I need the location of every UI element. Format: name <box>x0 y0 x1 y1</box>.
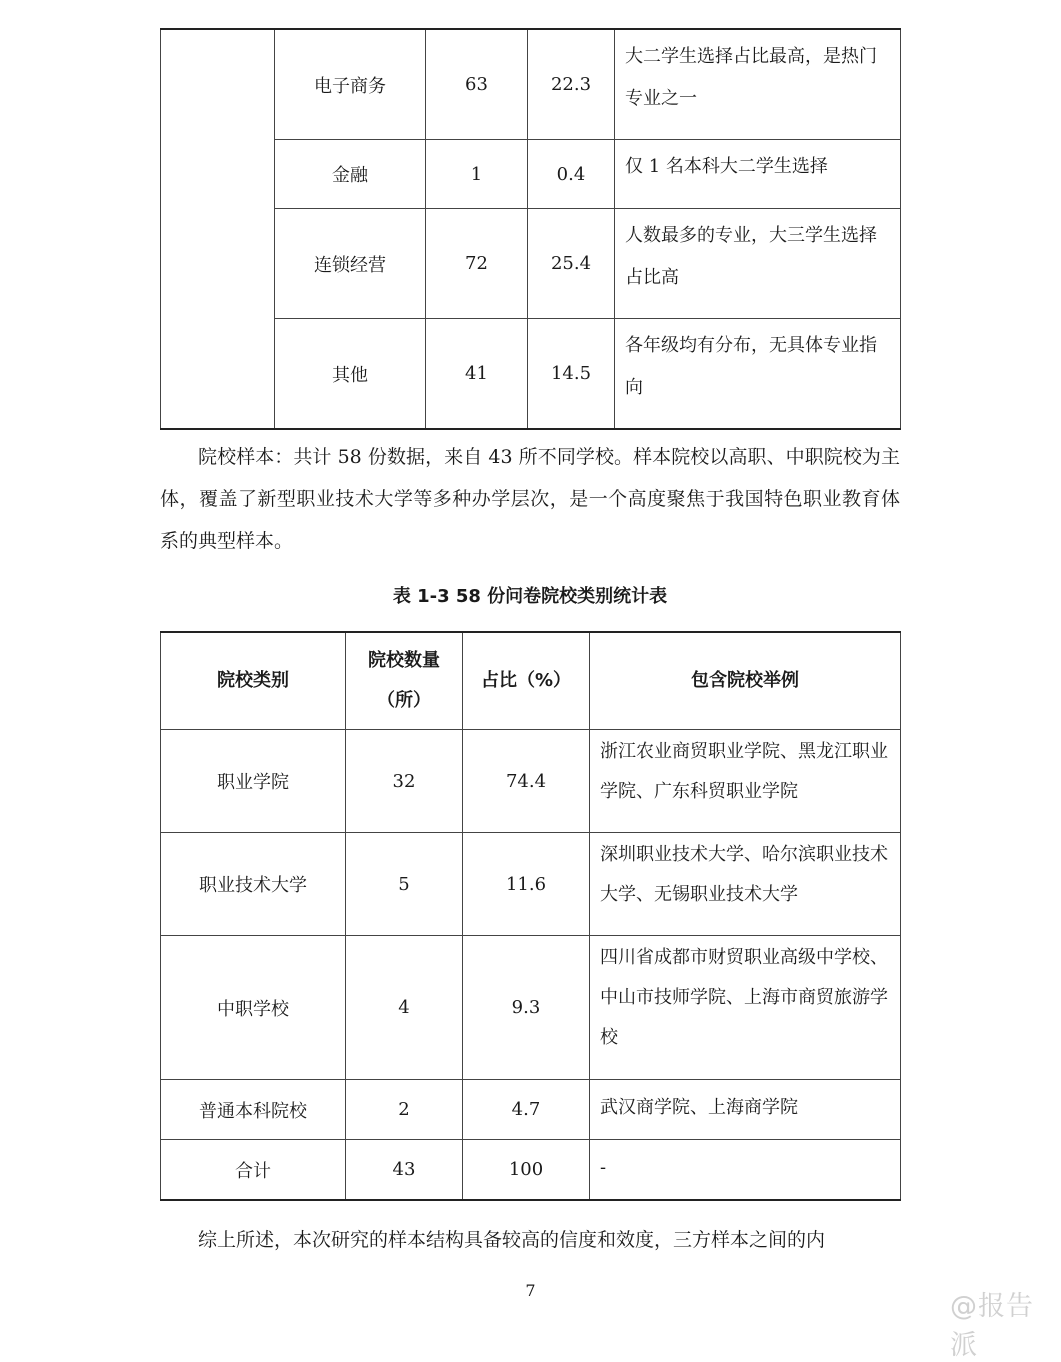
table-row <box>161 1080 901 1140</box>
header-category: 院校类别 <box>161 632 346 730</box>
student-count: 63 <box>426 29 528 140</box>
student-count: 1 <box>426 140 528 209</box>
table-row <box>161 833 901 936</box>
category: 职业学院 <box>161 730 346 833</box>
note: 大二学生选择占比最高，是热门专业之一 <box>615 29 901 140</box>
school-count: 43 <box>346 1140 463 1201</box>
percent: 14.5 <box>528 319 615 430</box>
header-percent: 占比（%） <box>463 632 590 730</box>
student-count: 41 <box>426 319 528 430</box>
table-row <box>161 29 901 140</box>
examples: 武汉商学院、上海商学院 <box>590 1080 901 1140</box>
category: 普通本科院校 <box>161 1080 346 1140</box>
percent: 4.7 <box>463 1080 590 1140</box>
category: 中职学校 <box>161 936 346 1080</box>
header-count <box>346 632 463 730</box>
examples: 浙江农业商贸职业学院、黑龙江职业学院、广东科贸职业学院 <box>590 730 901 833</box>
examples: 深圳职业技术大学、哈尔滨职业技术大学、无锡职业技术大学 <box>590 833 901 936</box>
school-count: 32 <box>346 730 463 833</box>
percent: 25.4 <box>528 209 615 319</box>
school-count: 4 <box>346 936 463 1080</box>
note: 人数最多的专业，大三学生选择占比高 <box>615 209 901 319</box>
note: 仅 1 名本科大二学生选择 <box>615 140 901 209</box>
school-sample-paragraph: 院校样本：共计 58 份数据，来自 43 所不同学校。样本院校以高职、中职院校为主体，覆盖了新型职业技术大学等多种办学层次，是一个高度聚焦于我国特色职业教育体系的典型样本。 <box>160 446 900 552</box>
note: 各年级均有分布，无具体专业指向 <box>615 319 901 430</box>
major-name: 连锁经营 <box>275 209 426 319</box>
page-number: 7 <box>525 1281 536 1300</box>
percent: 100 <box>463 1140 590 1201</box>
examples: 四川省成都市财贸职业高级中学校、中山市技师学院、上海市商贸旅游学校 <box>590 936 901 1080</box>
percent: 22.3 <box>528 29 615 140</box>
table-row <box>161 936 901 1080</box>
merged-group-cell <box>161 29 275 429</box>
major-distribution-table-continued <box>160 28 901 430</box>
percent: 74.4 <box>463 730 590 833</box>
header-count-line1: 院校数量 <box>368 650 440 671</box>
header-examples: 包含院校举例 <box>590 632 901 730</box>
header-count-line2: （所） <box>377 690 431 711</box>
major-name: 电子商务 <box>275 29 426 140</box>
watermark: @报告派 <box>950 1291 1034 1361</box>
table-header-row <box>161 632 901 730</box>
table-row <box>161 730 901 833</box>
percent: 11.6 <box>463 833 590 936</box>
table-total-row <box>161 1140 901 1201</box>
major-name: 其他 <box>275 319 426 430</box>
summary-paragraph: 综上所述，本次研究的样本结构具备较高的信度和效度，三方样本之间的内 <box>198 1229 826 1251</box>
percent: 9.3 <box>463 936 590 1080</box>
category: 合计 <box>161 1140 346 1201</box>
category: 职业技术大学 <box>161 833 346 936</box>
school-count: 2 <box>346 1080 463 1140</box>
percent: 0.4 <box>528 140 615 209</box>
examples: - <box>590 1140 901 1201</box>
school-category-table <box>160 631 901 1201</box>
student-count: 72 <box>426 209 528 319</box>
major-name: 金融 <box>275 140 426 209</box>
school-count: 5 <box>346 833 463 936</box>
table-caption: 表 1-3 58 份问卷院校类别统计表 <box>392 586 668 607</box>
